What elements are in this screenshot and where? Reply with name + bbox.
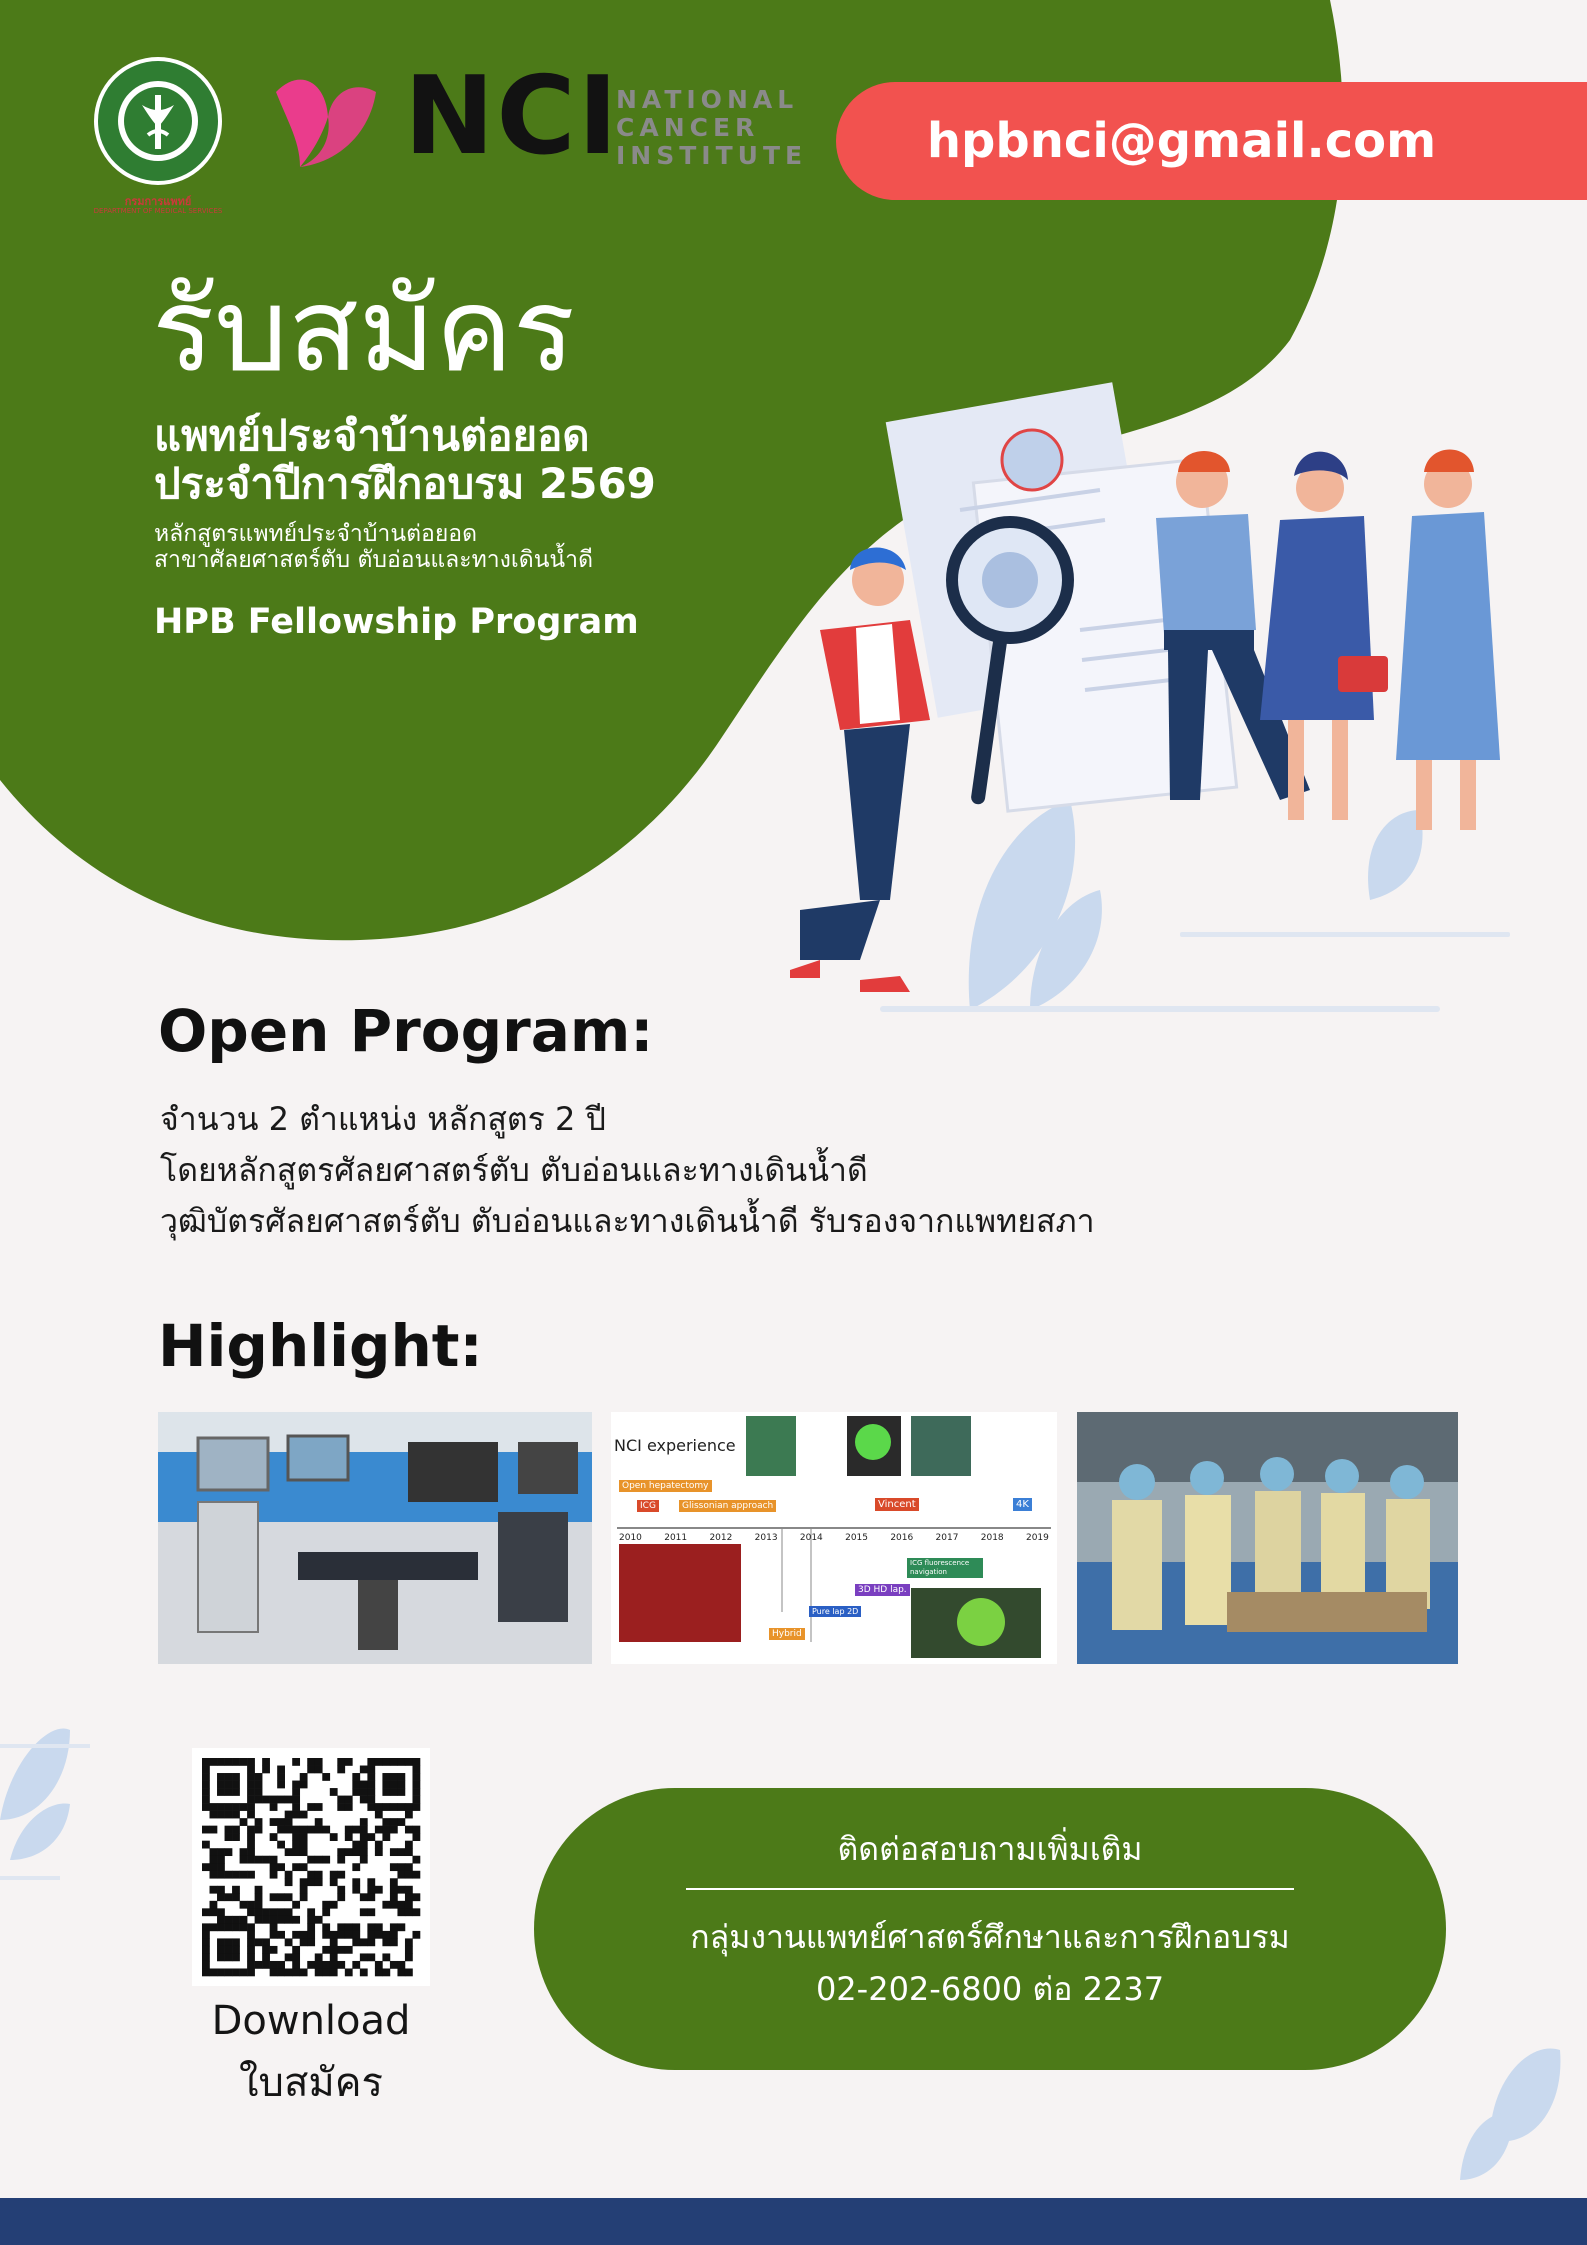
contact-department: กลุ่มงานแพทย์ศาสตร์ศึกษาและการฝึกอบรม: [690, 1918, 1290, 1956]
dms-text-th: กรมการแพทย์: [124, 195, 192, 208]
nci-heart-icon: [270, 72, 382, 172]
detail-line: จำนวน 2 ตำแหน่ง หลักสูตร 2 ปี: [160, 1100, 606, 1138]
contact-info-panel: [534, 1788, 1446, 2070]
application-qr-code[interactable]: [192, 1748, 430, 1986]
course-line-2: สาขาศัลยศาสตร์ตับ ตับอ่อนและทางเดินน้ำดี: [154, 547, 594, 573]
highlight-heading: Highlight:: [158, 1312, 483, 1380]
nci-full-name: NATIONAL CANCER INSTITUTE: [616, 85, 808, 170]
detail-line: โดยหลักสูตรศัลยศาสตร์ตับ ตับอ่อนและทางเดินน้ำดี: [160, 1151, 868, 1189]
open-program-details: [160, 1094, 1095, 1247]
operating-room-photo: [158, 1412, 592, 1664]
timeline-years: 2010 2011 2012 2013 2014 2015 2016 2017 2018 2019: [619, 1533, 1049, 1543]
timeline-tag-hybrid: Hybrid: [769, 1628, 805, 1640]
timeline-tag-icgnav: ICG fluorescence navigation: [907, 1558, 983, 1578]
email-text[interactable]: hpbnci@gmail.com: [926, 113, 1437, 169]
woman-with-magnifier: [790, 548, 930, 993]
timeline-tag-icg: ICG: [637, 1500, 659, 1512]
timeline-tag-glissonian: Glissonian approach: [679, 1500, 776, 1512]
woman-with-phone: [1396, 450, 1500, 831]
contact-divider: [686, 1888, 1294, 1890]
hero-subtitle-1: แพทย์ประจำบ้านต่อยอด: [154, 411, 590, 460]
surgical-training-photo: [1077, 1412, 1458, 1664]
detail-line: วุฒิบัตรศัลยศาสตร์ตับ ตับอ่อนและทางเดินน้ำดี รับรองจากแพทยสภา: [160, 1202, 1095, 1240]
footer-bar: [0, 2198, 1587, 2245]
dms-text-en: DEPARTMENT OF MEDICAL SERVICES: [93, 207, 223, 215]
leaf-decoration-right: [1450, 2020, 1587, 2190]
email-badge[interactable]: [836, 82, 1587, 200]
nci-wordmark: NCI: [404, 54, 620, 179]
contact-title: ติดต่อสอบถามเพิ่มเติม: [837, 1830, 1143, 1868]
contact-phone[interactable]: 02-202-6800 ต่อ 2237: [815, 1970, 1165, 2008]
hero-subtitle-2: ประจำปีการฝึกอบรม 2569: [154, 459, 656, 508]
timeline-tag-vincent: Vincent: [875, 1498, 919, 1511]
nci-timeline-graphic: [611, 1412, 1057, 1664]
timeline-title: NCI experience: [614, 1436, 736, 1455]
moph-logo: [92, 55, 224, 187]
open-program-heading: Open Program:: [158, 997, 654, 1065]
leaf-decoration-left: [0, 1700, 90, 1880]
recruitment-illustration: [760, 380, 1550, 1030]
download-label[interactable]: Download ใบสมัคร: [211, 1998, 411, 2106]
timeline-tag-purelap: Pure lap 2D: [809, 1606, 861, 1617]
course-line-1: หลักสูตรแพทย์ประจำบ้านต่อยอด: [154, 521, 478, 547]
hero-title: รับสมัคร: [152, 263, 576, 398]
timeline-tag-3d: 3D HD lap.: [855, 1584, 910, 1596]
program-name: HPB Fellowship Program: [154, 602, 639, 642]
timeline-tag-4k: 4K: [1013, 1498, 1032, 1511]
timeline-tag-open: Open hepatectomy: [619, 1480, 712, 1492]
leaf-decoration: [1368, 810, 1423, 900]
